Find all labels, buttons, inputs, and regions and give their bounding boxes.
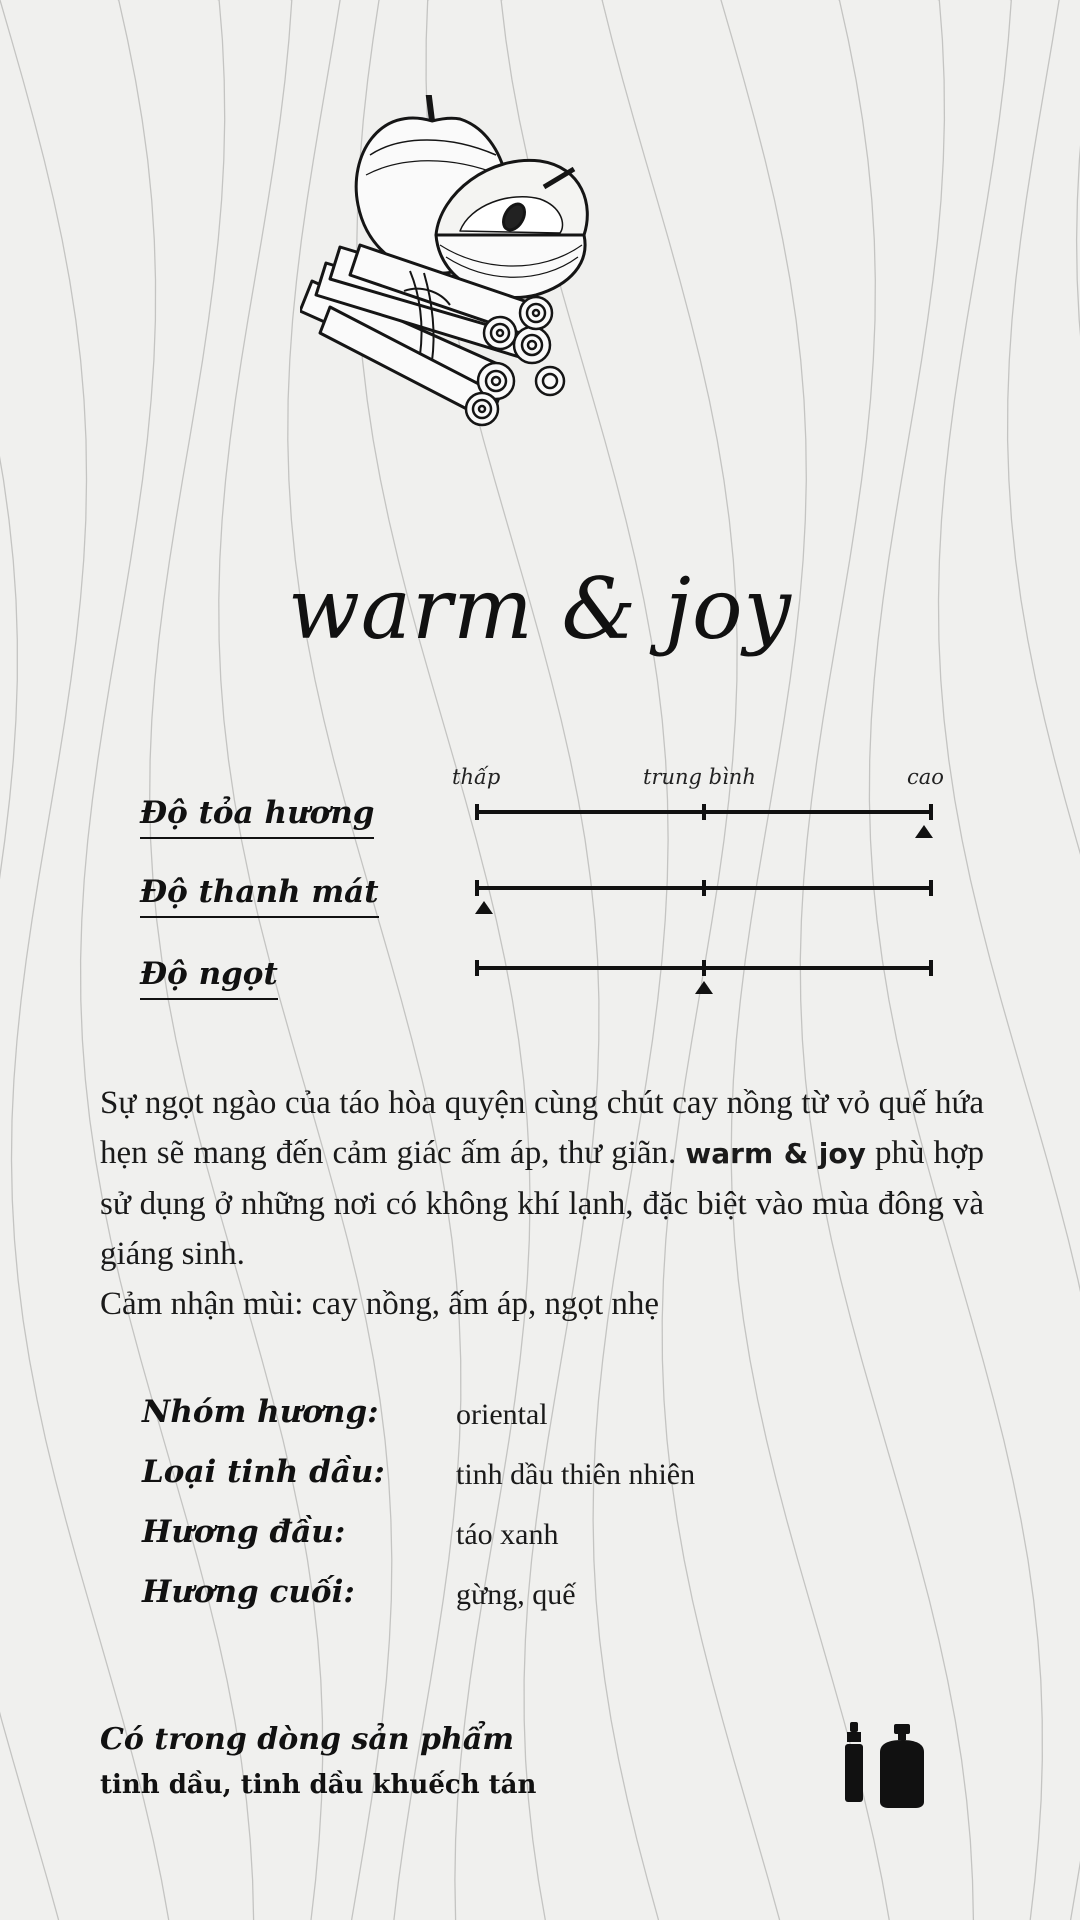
availability-products: tinh dầu, tinh dầu khuếch tán [100,1770,537,1800]
spec-row-oil-type [142,1454,942,1504]
spec-value: táo xanh [456,1518,559,1551]
description-part2: phù hợp sử dụng ở những nơi có không khí lạnh, đặc biệt vào mùa đông và giáng sinh. [100,1135,985,1272]
background-wave-line [1008,0,1080,1920]
rating-scale-freshness [474,876,934,916]
background-wave-line [939,0,1080,1920]
rating-label-diffusion: Độ tỏa hương [140,795,374,839]
scale-label-high: cao [907,765,944,789]
scale-label-low: thấp [452,765,501,789]
product-title: warm & joy [287,560,793,658]
spec-row-base-note [142,1574,942,1624]
spec-row-top-note [142,1514,942,1564]
product-description [100,1078,984,1329]
apple-cinnamon-illustration [300,95,740,525]
description-feel: Cảm nhận mùi: cay nồng, ấm áp, ngọt nhẹ [100,1286,660,1322]
spec-value: gừng, quế [456,1578,576,1611]
spec-key: Hương cuối: [142,1574,355,1610]
spec-value: oriental [456,1398,548,1431]
rating-label-freshness: Độ thanh mát [140,874,379,918]
spec-key: Nhóm hương: [142,1394,379,1430]
spec-key: Hương đầu: [142,1514,346,1550]
description-brand: warm & joy [685,1137,866,1170]
rating-marker [695,981,713,994]
description-part1: Sự ngọt ngào của táo hòa quyện cùng chút cay nồng từ vỏ quế hứa hẹn sẽ mang đến cảm giác ấm áp, thư giãn. [100,1085,984,1171]
rating-scale-diffusion [474,800,934,840]
essential-oil-bottles-icon [840,1722,940,1808]
rating-marker [915,825,933,838]
scale-label-medium: trung bình [643,765,756,789]
rating-scale-sweetness [474,956,934,996]
spec-key: Loại tinh dầu: [142,1454,385,1490]
rating-marker [475,901,493,914]
background-wave-line [0,0,59,1920]
background-wave-line [1077,0,1080,1920]
availability-title: Có trong dòng sản phẩm [100,1722,515,1757]
spec-value: tinh dầu thiên nhiên [456,1458,696,1491]
description-paragraph [100,1078,984,1279]
rating-label-sweetness: Độ ngọt [140,956,278,1000]
spec-row-group [142,1394,942,1444]
